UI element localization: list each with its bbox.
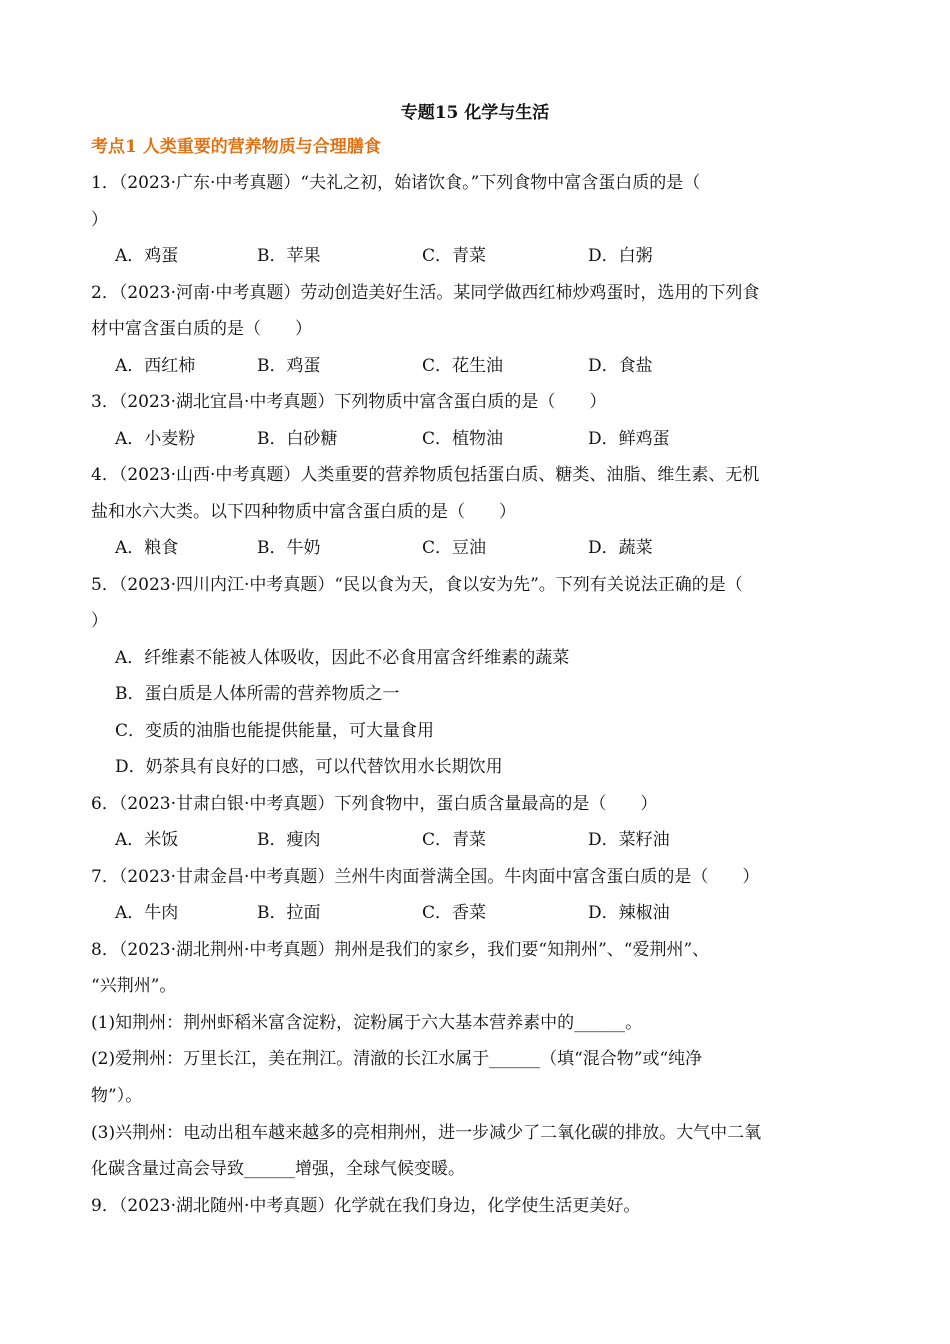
q2-option-a[interactable]: A．西红柿 (115, 356, 196, 376)
section-heading: 考点1 人类重要的营养物质与合理膳食 (91, 137, 381, 157)
q7-option-b[interactable]: B．拉面 (257, 903, 321, 923)
question-7-options (115, 900, 855, 926)
q7-option-d[interactable]: D．辣椒油 (588, 903, 670, 923)
q3-option-b[interactable]: B．白砂糖 (257, 429, 338, 449)
q6-option-b[interactable]: B．瘦肉 (257, 830, 321, 850)
question-7-text: 7．（2023·甘肃金昌·中考真题）兰州牛肉面誉满全国。牛肉面中富含蛋白质的是（ ） (91, 867, 760, 887)
q4-option-d[interactable]: D．蔬菜 (588, 538, 653, 558)
q6-option-c[interactable]: C．青菜 (422, 830, 487, 850)
q5-option-d[interactable]: D．奶茶具有良好的口感，可以代替饮用水长期饮用 (115, 757, 503, 777)
q2-option-b[interactable]: B．鸡蛋 (257, 356, 321, 376)
q4-option-a[interactable]: A．粮食 (115, 538, 179, 558)
q3-option-c[interactable]: C．植物油 (422, 429, 504, 449)
q6-option-d[interactable]: D．菜籽油 (588, 830, 670, 850)
q6-option-a[interactable]: A．米饭 (115, 830, 179, 850)
q1-option-a[interactable]: A．鸡蛋 (115, 246, 179, 266)
question-1-text: 1．（2023·广东·中考真题）“夫礼之初，始诸饮食。”下列食物中富含蛋白质的是（ (91, 173, 701, 193)
question-3-text: 3．（2023·湖北宜昌·中考真题）下列物质中富含蛋白质的是（ ） (91, 392, 607, 412)
question-8-part-3: (3)兴荆州：电动出租车越来越多的亮相荆州，进一步减少了二氧化碳的排放。大气中二氧 (91, 1123, 762, 1143)
question-9-text: 9．（2023·湖北随州·中考真题）化学就在我们身边，化学使生活更美好。 (91, 1196, 641, 1216)
question-2-text: 2．（2023·河南·中考真题）劳动创造美好生活。某同学做西红柿炒鸡蛋时，选用的下列食 (91, 283, 760, 303)
question-8-part-2-cont: 物”）。 (91, 1086, 143, 1106)
question-4-options (115, 535, 855, 561)
q3-option-d[interactable]: D．鲜鸡蛋 (588, 429, 670, 449)
q5-option-a[interactable]: A．纤维素不能被人体吸收，因此不必食用富含纤维素的蔬菜 (115, 648, 570, 668)
question-5-text-cont: ） (91, 611, 108, 631)
q7-option-a[interactable]: A．牛肉 (115, 903, 179, 923)
q5-option-c[interactable]: C．变质的油脂也能提供能量，可大量食用 (115, 721, 435, 741)
q4-option-c[interactable]: C．豆油 (422, 538, 487, 558)
question-2-text-cont: 材中富含蛋白质的是（ ） (91, 319, 312, 339)
question-6-text: 6．（2023·甘肃白银·中考真题）下列食物中，蛋白质含量最高的是（ ） (91, 794, 658, 814)
q1-option-b[interactable]: B．苹果 (257, 246, 321, 266)
question-8-part-3-cont: 化碳含量过高会导致______增强，全球气候变暖。 (91, 1159, 465, 1179)
q1-option-c[interactable]: C．青菜 (422, 246, 487, 266)
question-4-text: 4．（2023·山西·中考真题）人类重要的营养物质包括蛋白质、糖类、油脂、维生素、无机 (91, 465, 760, 485)
question-5-text: 5．（2023·四川内江·中考真题）“民以食为天，食以安为先”。下列有关说法正确的是（ (91, 575, 743, 595)
q1-option-d[interactable]: D．白粥 (588, 246, 653, 266)
q7-option-c[interactable]: C．香菜 (422, 903, 487, 923)
question-8-part-1: (1)知荆州：荆州虾稻米富含淀粉，淀粉属于六大基本营养素中的______。 (91, 1013, 643, 1033)
question-2-options (115, 353, 855, 379)
question-4-text-cont: 盐和水六大类。以下四种物质中富含蛋白质的是（ ） (91, 502, 516, 522)
q2-option-d[interactable]: D．食盐 (588, 356, 653, 376)
question-1-text-cont: ） (91, 210, 108, 230)
q3-option-a[interactable]: A．小麦粉 (115, 429, 196, 449)
question-8-text-cont: “兴荆州”。 (91, 976, 177, 996)
question-8-part-2: (2)爱荆州：万里长江，美在荆江。清澈的长江水属于______（填“混合物”或“纯净 (91, 1049, 703, 1069)
q4-option-b[interactable]: B．牛奶 (257, 538, 321, 558)
q2-option-c[interactable]: C．花生油 (422, 356, 504, 376)
question-3-options (115, 426, 855, 452)
question-6-options (115, 827, 855, 853)
q5-option-b[interactable]: B．蛋白质是人体所需的营养物质之一 (115, 684, 400, 704)
question-8-text: 8．（2023·湖北荆州·中考真题）荆州是我们的家乡，我们要“知荆州”、“爱荆州”、 (91, 940, 710, 960)
question-1-options (115, 243, 855, 269)
page-title: 专题15 化学与生活 (400, 103, 550, 123)
